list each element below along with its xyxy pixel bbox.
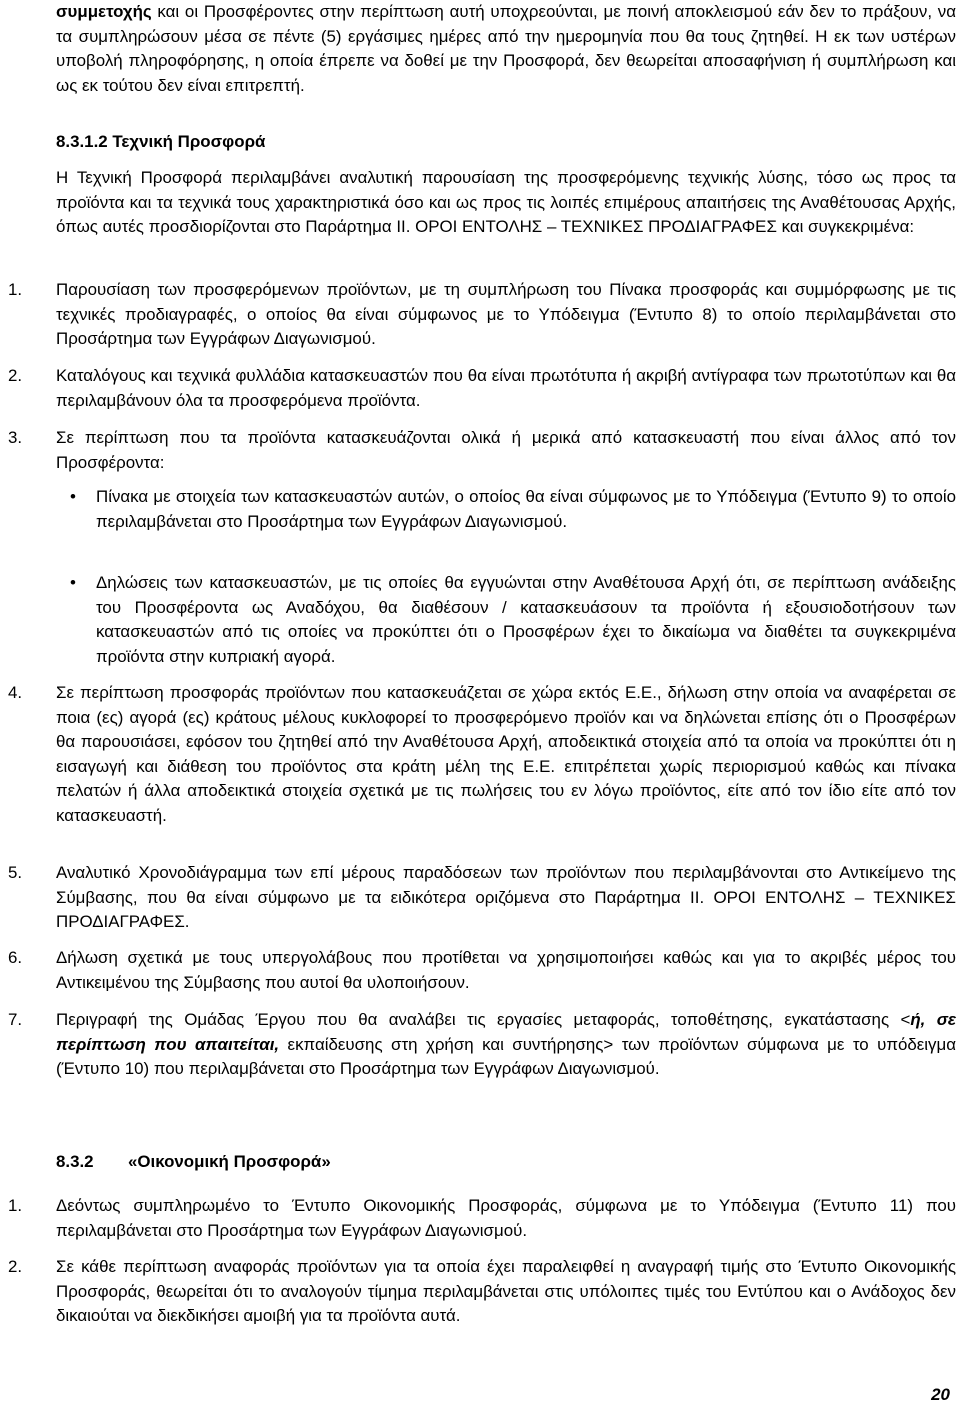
list-item-number: 7.: [8, 1010, 23, 1029]
list-item-number: 6.: [8, 948, 23, 967]
list-item-text: Παρουσίαση των προσφερόμενων προϊόντων, με τη συμπλήρωση του Πίνακα προσφοράς και συμμόρφωσης με τις τεχνικές προδιαγραφές, ο οποίος θα είναι σύμφωνος με το Υπόδειγμα (Έντυπο 8) το οποίο περιλαμβάνεται στο Προσάρτημα των Εγγράφων Διαγωνισμού.: [56, 280, 956, 349]
list-item-number: 3.: [8, 428, 23, 447]
item7-text-after: εκπαίδευσης στη χρήση και συντήρησης> των προϊόντων σύμφωνα με το υπόδειγμα (Έντυπο 10) που περιλαμβάνεται στο Προσάρτημα των Εγγράφων Διαγωνισμού.: [56, 1034, 956, 1079]
list-item-number: 2.: [8, 1257, 23, 1276]
list-item-number: 1.: [8, 1196, 23, 1215]
list-item-number: 1.: [8, 280, 23, 299]
technical-offer-heading: 8.3.1.2 Τεχνική Προσφορά: [56, 132, 266, 151]
bullet-text: Δηλώσεις των κατασκευαστών, με τις οποίες θα εγγυώνται στην Αναθέτουσα Αρχή ότι, σε περίπτωση ανάδειξης του Προσφέροντα ως Αναδόχου, θα διαθέσουν / κατασκευάσουν τα προϊόντα ή εξουσιοδοτήσουν των κατασκευαστών από τις οποίες να προκύπτει ότι ο Προσφέρων έχει το δικαίωμα να διαθέτει τα συγκεκριμένα προϊόντα στην κυπριακή αγορά.: [96, 573, 956, 666]
item7-emphasis: ή, σε περίπτωση που απαιτείται,: [56, 1010, 956, 1054]
intro-bold-word: συμμετοχής: [56, 2, 152, 21]
list-item-number: 4.: [8, 683, 23, 702]
bullet-text: Πίνακα με στοιχεία των κατασκευαστών αυτών, ο οποίος θα είναι σύμφωνος με το Υπόδειγμα (Έντυπο 9) το οποίο περιλαμβάνεται στο Προσάρτημα των Εγγράφων Διαγωνισμού.: [96, 487, 956, 531]
bullet-dot-icon: •: [70, 573, 76, 592]
list-item-text: Καταλόγους και τεχνικά φυλλάδια κατασκευαστών που θα είναι πρωτότυπα ή ακριβή αντίγραφα των πρωτοτύπων και θα περιλαμβάνουν όλα τα προσφερόμενα προϊόντα.: [56, 366, 956, 410]
list-item-text: [56, 1008, 956, 1082]
bullet-dot-icon: •: [70, 487, 76, 506]
list-item-number: 5.: [8, 863, 23, 882]
financial-heading-title: «Οικονομική Προσφορά»: [128, 1152, 331, 1171]
list-item-text: Σε περίπτωση που τα προϊόντα κατασκευάζονται ολικά ή μερικά από κατασκευαστή που είναι άλλος από τον Προσφέροντα:: [56, 428, 956, 472]
list-item-text: Σε περίπτωση προσφοράς προϊόντων που κατασκευάζεται σε χώρα εκτός Ε.Ε., δήλωση στην οποία να αναφέρεται σε ποια (ες) αγορά (ες) κράτους μέλους κυκλοφορεί το προσφερόμενο προϊόν και να δηλώνεται επίσης ότι ο Προσφέρων θα παρουσιάσει, εφόσον του ζητηθεί από την Αναθέτουσα Αρχή, αποδεικτικά στοιχεία από τα οποία να προκύπτει ότι η εισαγωγή και διάθεση του προϊόντος στα κράτη μέλη της Ε.Ε. επιτρέπεται χωρίς περιορισμού καθώς και πίνακα πελατών ή άλλα αποδεικτικά στοιχεία σχετικά με τις πωλήσεις του εν λόγω προϊόντος, είτε από τον ίδιο είτε από τον κατασκευαστή.: [56, 683, 956, 825]
item7-text-before: Περιγραφή της Ομάδας Έργου που θα αναλάβει τις εργασίες μεταφοράς, τοποθέτησης, εγκατάστασης <: [56, 1010, 911, 1029]
page-number: 20: [931, 1385, 950, 1404]
financial-offer-heading: [56, 1150, 331, 1175]
list-item-text: Σε κάθε περίπτωση αναφοράς προϊόντων για τα οποία έχει παραλειφθεί η αναγραφή τιμής στο Έντυπο Οικονομικής Προσφοράς, θεωρείται ότι το αναλογούν τίμημα περιλαμβάνεται στις υπόλοιπες τιμές του Εντύπου και ο Ανάδοχος δεν δικαιούται να διεκδικήσει αμοιβή για τα προϊόντα αυτά.: [56, 1257, 956, 1326]
financial-heading-number: 8.3.2: [56, 1152, 94, 1171]
intro-text: και οι Προσφέροντες στην περίπτωση αυτή υποχρεούνται, με ποινή αποκλεισμού εάν δεν το πράξουν, να τα συμπληρώσουν μέσα σε πέντε (5) εργάσιμες ημέρες από την ημερομηνία που θα τους ζητηθεί. Η εκ των υστέρων υποβολή πληροφόρησης, η οποία έπρεπε να δοθεί με την Προσφορά, δεν θεωρείται αποσαφήνιση ή συμπλήρωση και ως εκ τούτου δεν είναι επιτρεπτή.: [56, 2, 956, 95]
list-item-number: 2.: [8, 366, 23, 385]
intro-paragraph: [56, 0, 956, 98]
technical-offer-description: Η Τεχνική Προσφορά περιλαμβάνει αναλυτική παρουσίαση της προσφερόμενης τεχνικής λύσης, τόσο ως προς τα προϊόντα και τα τεχνικά τους χαρακτηριστικά όσο και ως προς τις λοιπές επιμέρους απαιτήσεις της Αναθέτουσας Αρχής, όπως αυτές προσδιορίζονται στο Παράρτημα ΙΙ. ΟΡΟΙ ΕΝΤΟΛΗΣ – ΤΕΧΝΙΚΕΣ ΠΡΟΔΙΑΓΡΑΦΕΣ και συγκεκριμένα:: [56, 168, 956, 237]
list-item-text: Αναλυτικό Χρονοδιάγραμμα των επί μέρους παραδόσεων των προϊόντων που περιλαμβάνονται στο Αντικείμενο της Σύμβασης, που θα είναι σύμφωνο με τα ειδικότερα οριζόμενα στο Παράρτημα ΙΙ. ΟΡΟΙ ΕΝΤΟΛΗΣ – ΤΕΧΝΙΚΕΣ ΠΡΟΔΙΑΓΡΑΦΕΣ.: [56, 863, 956, 932]
list-item-text: Δήλωση σχετικά με τους υπεργολάβους που προτίθεται να χρησιμοποιήσει καθώς και για το ακριβές μέρος του Αντικειμένου της Σύμβασης που αυτοί θα υλοποιήσουν.: [56, 948, 956, 992]
list-item-text: Δεόντως συμπληρωμένο το Έντυπο Οικονομικής Προσφοράς, σύμφωνα με το Υπόδειγμα (Έντυπο 11) που περιλαμβάνεται στο Προσάρτημα των Εγγράφων Διαγωνισμού.: [56, 1196, 956, 1240]
